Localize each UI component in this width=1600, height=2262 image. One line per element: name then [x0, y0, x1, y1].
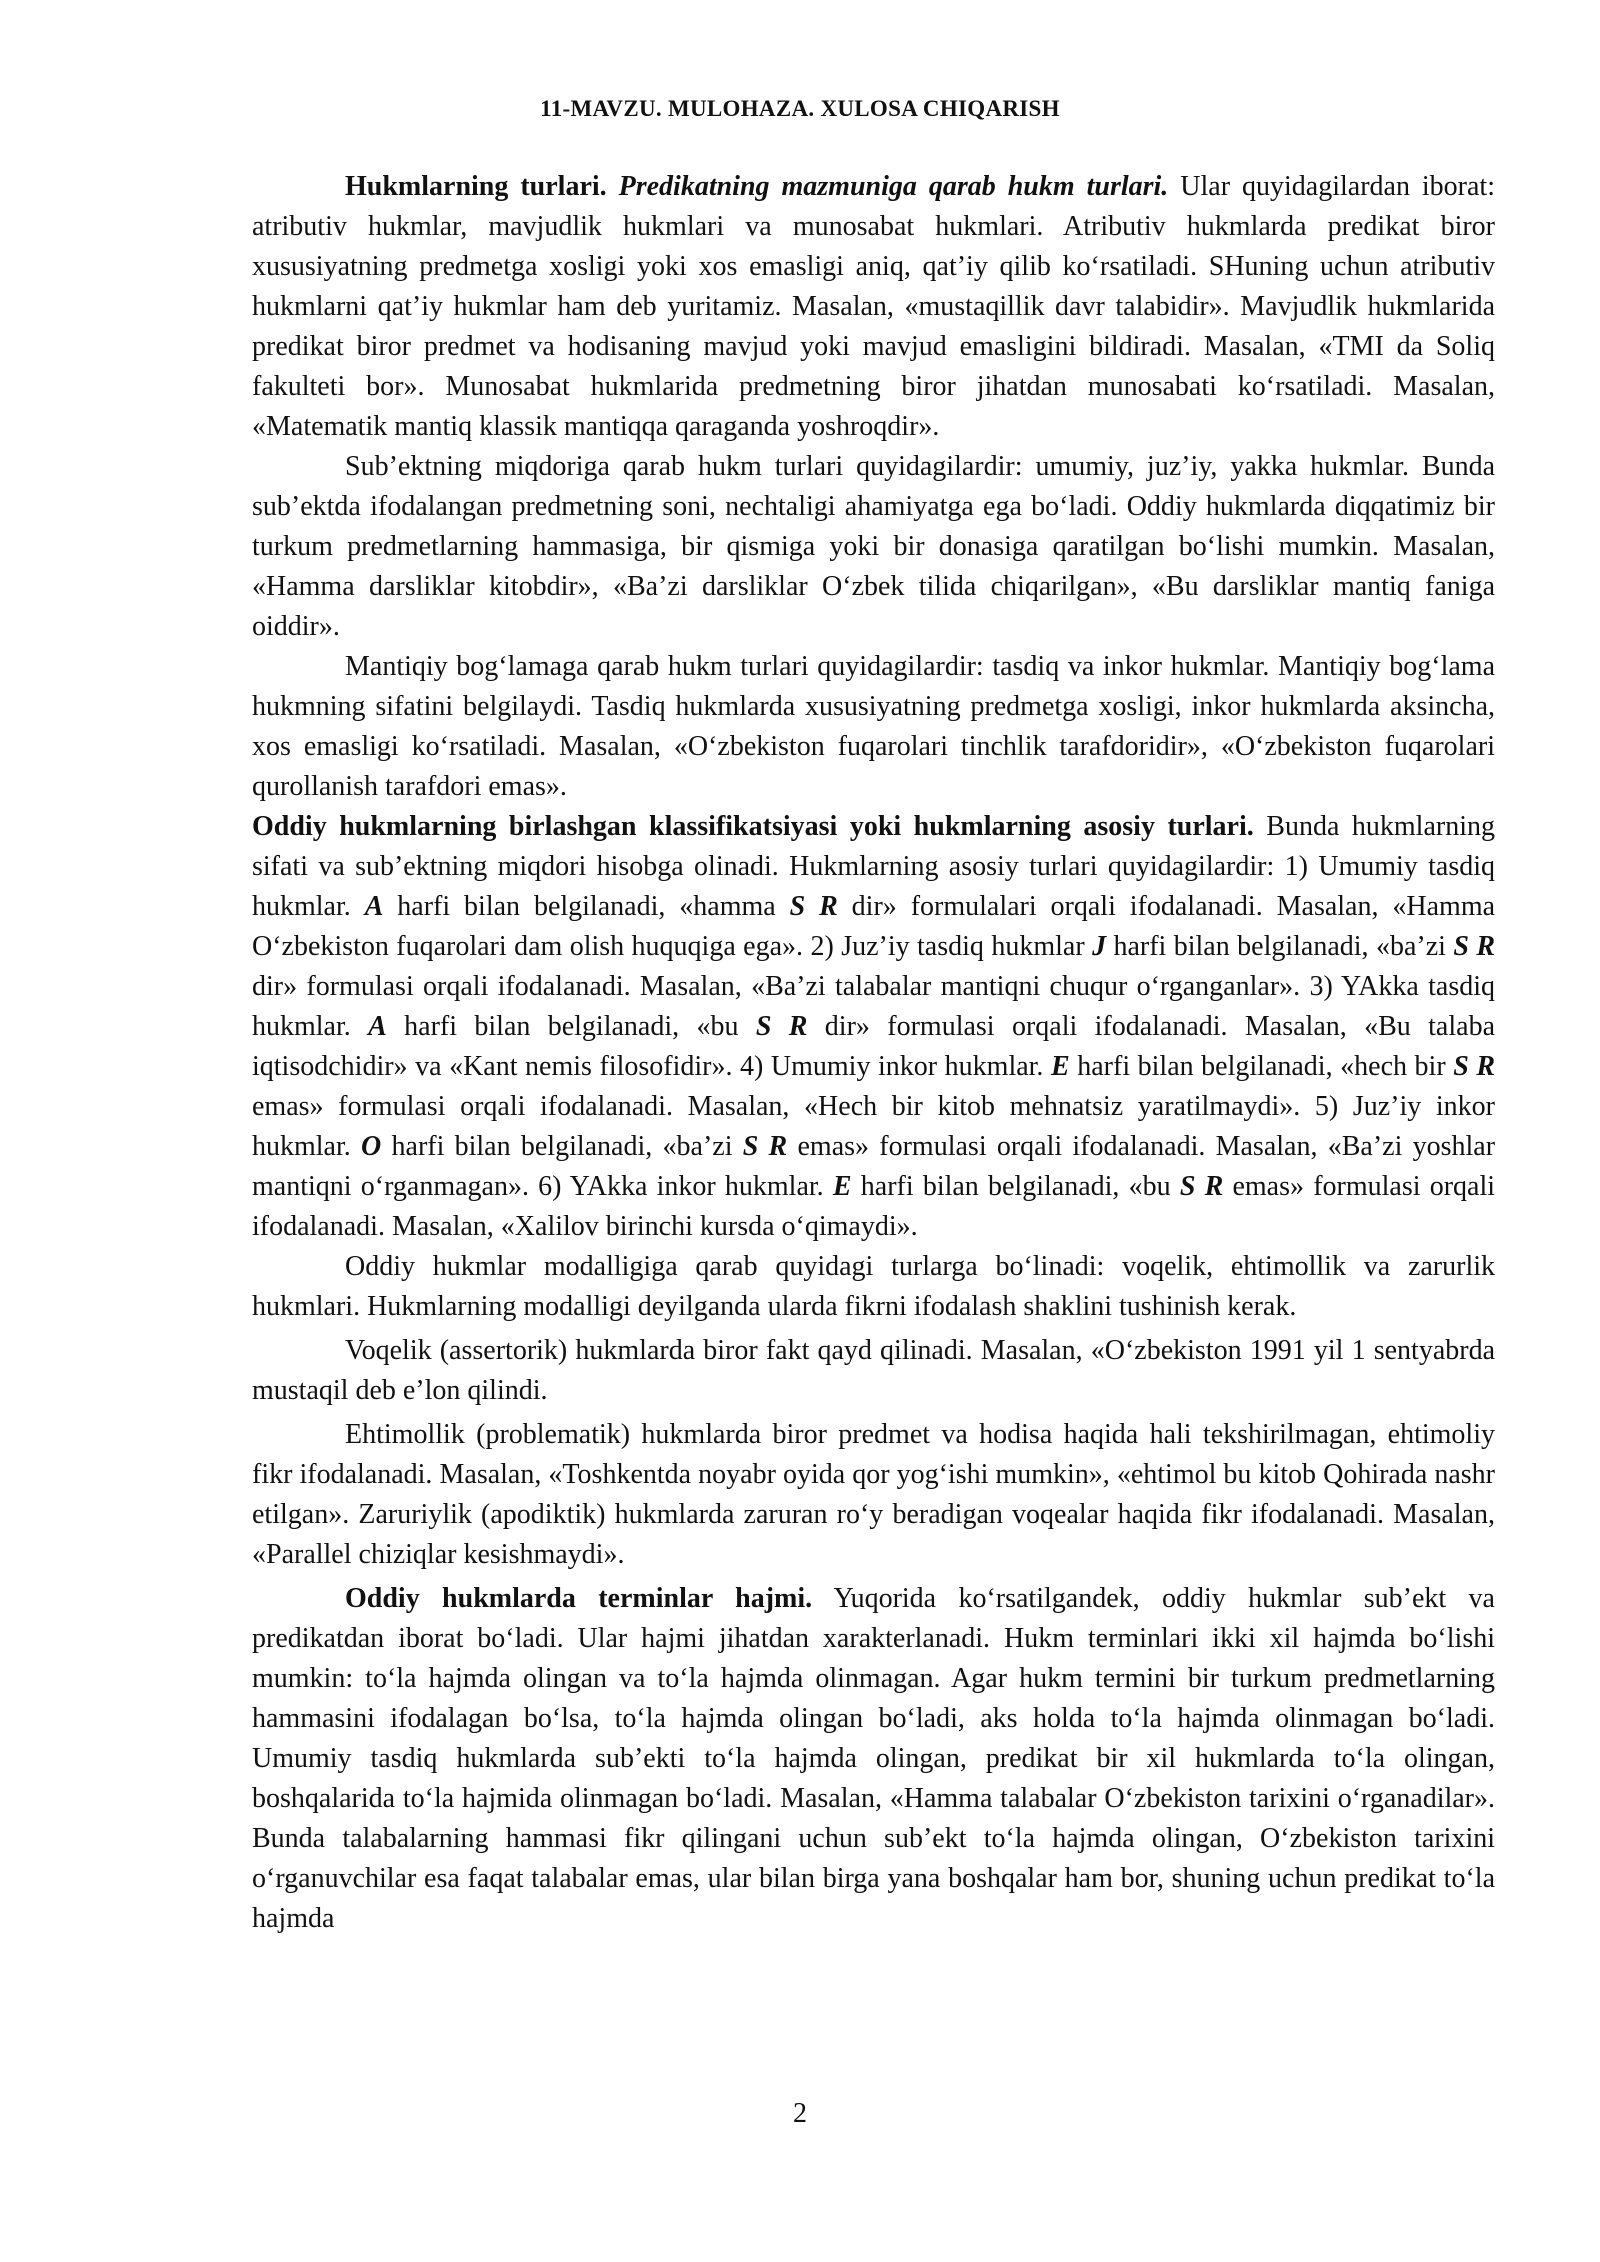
paragraph-7: Ehtimollik (problematik) hukmlarda biror predmet va hodisa haqida hali tekshirilmagan, ehtimoliy fikr ifodalanadi. Masalan, «Toshkentda noyabr oyida qor yog‘ishi mumkin», «ehtimol bu kitob Qohirada nashr etilgan». Zaruriylik (apodiktik) hukmlarda zaruran ro‘y beradigan voqealar haqida fikr ifodalanadi. Masalan, «Parallel chiziqlar kesishmaydi».	[252, 1419, 1495, 1570]
text-run: dir» formulasi orqali ifodalanadi. Masalan, «Bu talaba iqtisodchidir» va «Kant nemis filosofidir». 4) Umumiy inkor hukmlar.	[252, 1011, 1495, 1082]
text-run	[607, 171, 619, 202]
formula-letter: S R	[755, 1011, 808, 1042]
formula-letter: O	[361, 1131, 382, 1162]
text-run: emas» formulasi orqali ifodalanadi. Masalan, «Xalilov birinchi kursda o‘qimaydi».	[252, 1171, 1496, 1242]
page-number: 2	[793, 2098, 807, 2129]
formula-letter: J	[1092, 931, 1107, 962]
formula-letter: A	[364, 891, 384, 922]
text-run: harfi bilan belgilanadi, «hamma	[383, 891, 790, 922]
section-heading: Hukmlarning turlari.	[345, 171, 607, 202]
paragraph-8	[252, 1579, 1495, 1939]
paragraph-4	[252, 807, 1495, 1247]
text-run: emas» formulasi orqali ifodalanadi. Masalan, «Ba’zi yoshlar mantiqni o‘rganmagan». 6) YAkka inkor hukmlar.	[252, 1131, 1496, 1202]
text-run: harfi bilan belgilanadi, «bu	[386, 1011, 756, 1042]
paragraph-5: Oddiy hukmlar modalligiga qarab quyidagi turlarga bo‘linadi: voqelik, ehtimollik va zarurlik hukmlari. Hukmlarning modalligi deyilganda ularda fikrni ifodalash shaklini tushinish kerak.	[252, 1251, 1495, 1322]
body-text	[252, 167, 1495, 1939]
page-header: 11-MAVZU. MULOHAZA. XULOSA CHIQARISH	[540, 96, 1060, 121]
paragraph-text: Ular quyidagilardan iborat: atributiv hukmlar, mavjudlik hukmlari va munosabat hukmlari. Atributiv hukmlarda predikat biror xususiyatning predmetga xosligi yoki xos emasligi aniq, qat’iy qilib ko‘rsatiladi. SHuning uchun atributiv hukmlarni qat’iy hukmlar ham deb yuritamiz. Masalan, «mustaqillik davr talabidir». Mavjudlik hukmlarida predikat biror predmet va hodisaning mavjud yoki mavjud emasligini bildiradi. Masalan, «TMI da Soliq fakulteti bor». Munosabat hukmlarida predmetning biror jihatdan munosabati ko‘rsatiladi. Masalan, «Matematik mantiq klassik mantiqqa qaraganda yoshroqdir».	[252, 171, 1495, 442]
paragraph-1	[252, 167, 1495, 447]
text-run: Bunda hukmlarning sifati va sub’ektning miqdori hisobga olinadi. Hukmlarning asosiy turlari quyidagilardir: 1) Umumiy tasdiq hukmlar.	[252, 811, 1495, 922]
text-run: dir» formulasi orqali ifodalanadi. Masalan, «Ba’zi talabalar mantiqni chuqur o‘rganganlar». 3) YAkka tasdiq hukmlar.	[252, 971, 1495, 1042]
formula-letter: S R	[742, 1131, 788, 1162]
text-run: harfi bilan belgilanadi, «ba’zi	[381, 1131, 743, 1162]
paragraph-text: Yuqorida ko‘rsatilgandek, oddiy hukmlar sub’ekt va predikatdan iborat bo‘ladi. Ular hajmi jihatdan xarakterlanadi. Hukm terminlari ikki xil hajmda bo‘lishi mumkin: to‘la hajmda olingan va to‘la hajmda olinmagan. Agar hukm termini bir turkum predmetlarning hammasini ifodalagan bo‘lsa, to‘la hajmda olingan bo‘ladi, aks holda to‘la hajmda olinmagan bo‘ladi. Umumiy tasdiq hukmlarda sub’ekti to‘la hajmda olingan, predikat bir xil hukmlarda to‘la olingan, boshqalarida to‘la hajmida olinmagan bo‘ladi. Masalan, «Hamma talabalar O‘zbekiston tarixini o‘rganadilar». Bunda talabalarning hammasi fikr qilingani uchun sub’ekt to‘la hajmda olingan, O‘zbekiston tarixini o‘rganuvchilar esa faqat talabalar emas, ular bilan birga yana boshqalar ham bor, shuning uchun predikat to‘la hajmda	[252, 1583, 1495, 1934]
paragraph-3: Mantiqiy bog‘lamaga qarab hukm turlari quyidagilardir: tasdiq va inkor hukmlar. Mantiqiy bog‘lama hukmning sifatini belgilaydi. Tasdiq hukmlarda xususiyatning predmetga xosligi, inkor hukmlarda aksincha, xos emasligi ko‘rsatiladi. Masalan, «O‘zbekiston fuqarolari tinchlik tarafdoridir», «O‘zbekiston fuqarolari qurollanish tarafdori emas».	[252, 651, 1495, 802]
formula-letter: E	[832, 1171, 852, 1202]
formula-letter: S R	[1453, 1051, 1496, 1082]
formula-letter: S R	[789, 891, 838, 922]
section-heading: Oddiy hukmlarda terminlar hajmi.	[345, 1583, 813, 1614]
formula-letter: E	[1051, 1051, 1070, 1082]
formula-letter: A	[368, 1011, 387, 1042]
paragraph-6: Voqelik (assertorik) hukmlarda biror fakt qayd qilinadi. Masalan, «O‘zbekiston 1991 yil 1 sentyabrda mustaqil deb e’lon qilindi.	[252, 1335, 1495, 1406]
text-run: dir» formulalari orqali ifodalanadi. Masalan, «Hamma O‘zbekiston fuqarolari dam olish huquqiga ega». 2) Juz’iy tasdiq hukmlar	[252, 891, 1496, 962]
text-run: harfi bilan belgilanadi, «ba’zi	[1106, 931, 1454, 962]
text-run: emas» formulasi orqali ifodalanadi. Masalan, «Hech bir kitob mehnatsiz yaratilmaydi». 5) Juz’iy inkor hukmlar.	[252, 1091, 1495, 1162]
formula-letter: S R	[1179, 1171, 1224, 1202]
section-heading: Oddiy hukmlarning birlashgan klassifikatsiyasi yoki hukmlarning asosiy turlari.	[252, 811, 1254, 842]
text-run: harfi bilan belgilanadi, «hech bir	[1069, 1051, 1454, 1082]
paragraph-2: Sub’ektning miqdoriga qarab hukm turlari quyidagilardir: umumiy, juz’iy, yakka hukmlar. Bunda sub’ektda ifodalangan predmetning soni, nechtaligi ahamiyatga ega bo‘ladi. Oddiy hukmlarda diqqatimiz bir turkum predmetlarning hammasiga, bir qismiga yoki bir donasiga qaratilgan bo‘lishi mumkin. Masalan, «Hamma darsliklar kitobdir», «Ba’zi darsliklar O‘zbek tilida chiqarilgan», «Bu darsliklar mantiq faniga oiddir».	[252, 451, 1495, 642]
subsection-heading: Predikatning mazmuniga qarab hukm turlari.	[618, 171, 1169, 202]
formula-letter: S R	[1453, 931, 1496, 962]
text-run: harfi bilan belgilanadi, «bu	[851, 1171, 1180, 1202]
